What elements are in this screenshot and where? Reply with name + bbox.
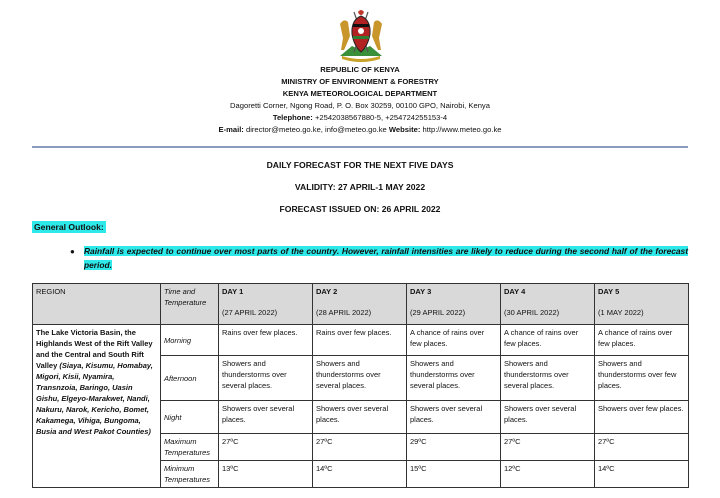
forecast-cell: Rains over few places. bbox=[219, 325, 313, 356]
forecast-cell: Showers and thunderstorms over several places. bbox=[219, 356, 313, 401]
time-label: Morning bbox=[161, 325, 219, 356]
forecast-cell: Showers and thunderstorms over several places. bbox=[501, 356, 595, 401]
day-header bbox=[501, 284, 595, 325]
ministry-title: MINISTRY OF ENVIRONMENT & FORESTRY bbox=[281, 77, 439, 86]
republic-title: REPUBLIC OF KENYA bbox=[320, 65, 400, 74]
region-cell bbox=[33, 325, 161, 488]
temperature-cell: 27ºC bbox=[313, 434, 407, 461]
telephone-label: Telephone: bbox=[272, 113, 313, 122]
issued-title: FORECAST ISSUED ON: 26 APRIL 2022 bbox=[279, 204, 441, 214]
telephone-value: +2542038567880-5, +254724255153-4 bbox=[314, 113, 448, 122]
temperature-cell: 14ºC bbox=[595, 461, 689, 488]
bullet-icon: ● bbox=[70, 247, 75, 256]
day-label: DAY 1 bbox=[222, 287, 244, 296]
day-label: DAY 5 bbox=[598, 287, 620, 296]
telephone-line bbox=[0, 112, 720, 124]
forecast-cell: A chance of rains over few places. bbox=[407, 325, 501, 356]
forecast-title: DAILY FORECAST FOR THE NEXT FIVE DAYS bbox=[266, 160, 454, 170]
contact-line bbox=[0, 124, 720, 136]
address: Dagoretti Corner, Ngong Road, P. O. Box 30259, 00100 GPO, Nairobi, Kenya bbox=[230, 101, 490, 110]
website-value: http://www.meteo.go.ke bbox=[422, 125, 502, 134]
day-date: (1 MAY 2022) bbox=[598, 308, 644, 317]
department-title: KENYA METEOROLOGICAL DEPARTMENT bbox=[282, 89, 438, 98]
letterhead bbox=[0, 64, 720, 136]
header-divider bbox=[32, 146, 688, 148]
general-outlook-heading: General Outlook: bbox=[34, 222, 104, 232]
temperature-cell: 29ºC bbox=[407, 434, 501, 461]
outlook-text bbox=[84, 244, 688, 272]
temperature-cell: 27ºC bbox=[595, 434, 689, 461]
forecast-cell: Showers over several places. bbox=[501, 401, 595, 434]
forecast-cell: Showers and thunderstorms over several places. bbox=[313, 356, 407, 401]
forecast-table bbox=[32, 283, 689, 488]
forecast-cell: Rains over few places. bbox=[313, 325, 407, 356]
forecast-cell: Showers and thunderstorms over several places. bbox=[407, 356, 501, 401]
temperature-cell: 15ºC bbox=[407, 461, 501, 488]
time-label: Maximum Temperatures bbox=[161, 434, 219, 461]
day-header bbox=[407, 284, 501, 325]
region-header bbox=[33, 284, 161, 325]
region-counties: (Siaya, Kisumu, Homabay, Migori, Kisii, Nyamira, Transnzoia, Baringo, Uasin Gishu, Elgeyo-Marakwet, Nandi, Nakuru, Narok, Kericho, Bomet, Kakamega, Vihiga, Bungoma, Busia and West Pakot Counties) bbox=[36, 361, 153, 436]
time-label: Minimum Temperatures bbox=[161, 461, 219, 488]
forecast-cell: Showers over several places. bbox=[219, 401, 313, 434]
kenya-coat-of-arms-icon bbox=[334, 6, 388, 62]
day-date: (30 APRIL 2022) bbox=[504, 308, 560, 317]
forecast-cell: A chance of rains over few places. bbox=[595, 325, 689, 356]
day-label: DAY 4 bbox=[504, 287, 526, 296]
email-label: E-mail: bbox=[218, 125, 244, 134]
temperature-cell: 27ºC bbox=[501, 434, 595, 461]
region-header-label: REGION bbox=[36, 287, 66, 296]
forecast-cell: Showers over several places. bbox=[313, 401, 407, 434]
day-label: DAY 2 bbox=[316, 287, 338, 296]
time-header-label: Time and Temperature bbox=[164, 287, 207, 307]
time-label: Afternoon bbox=[161, 356, 219, 401]
forecast-cell: A chance of rains over few places. bbox=[501, 325, 595, 356]
temperature-cell: 14ºC bbox=[313, 461, 407, 488]
forecast-cell: Showers over several places. bbox=[407, 401, 501, 434]
forecast-cell: Showers over few places. bbox=[595, 401, 689, 434]
day-date: (28 APRIL 2022) bbox=[316, 308, 372, 317]
day-header bbox=[219, 284, 313, 325]
forecast-cell: Showers and thunderstorms over few places. bbox=[595, 356, 689, 401]
time-label: Night bbox=[161, 401, 219, 434]
day-header bbox=[595, 284, 689, 325]
day-date: (27 APRIL 2022) bbox=[222, 308, 278, 317]
day-label: DAY 3 bbox=[410, 287, 432, 296]
temperature-cell: 13ºC bbox=[219, 461, 313, 488]
day-date: (29 APRIL 2022) bbox=[410, 308, 466, 317]
table-header-row bbox=[33, 284, 689, 325]
region-name: The Lake Victoria Basin, the Highlands West of the Rift Valley and the Central and South Rift Valley bbox=[36, 328, 153, 370]
temperature-cell: 12ºC bbox=[501, 461, 595, 488]
outlook-text-highlight: Rainfall is expected to continue over most parts of the country. However, rainfall intensities are likely to reduce during the second half of the forecast period. bbox=[84, 246, 688, 270]
validity-title: VALIDITY: 27 APRIL-1 MAY 2022 bbox=[294, 182, 426, 192]
website-label: Website: bbox=[388, 125, 421, 134]
table-row bbox=[33, 325, 689, 356]
temperature-cell: 27ºC bbox=[219, 434, 313, 461]
time-header bbox=[161, 284, 219, 325]
day-header bbox=[313, 284, 407, 325]
email-value: director@meteo.go.ke, info@meteo.go.ke bbox=[245, 125, 387, 134]
